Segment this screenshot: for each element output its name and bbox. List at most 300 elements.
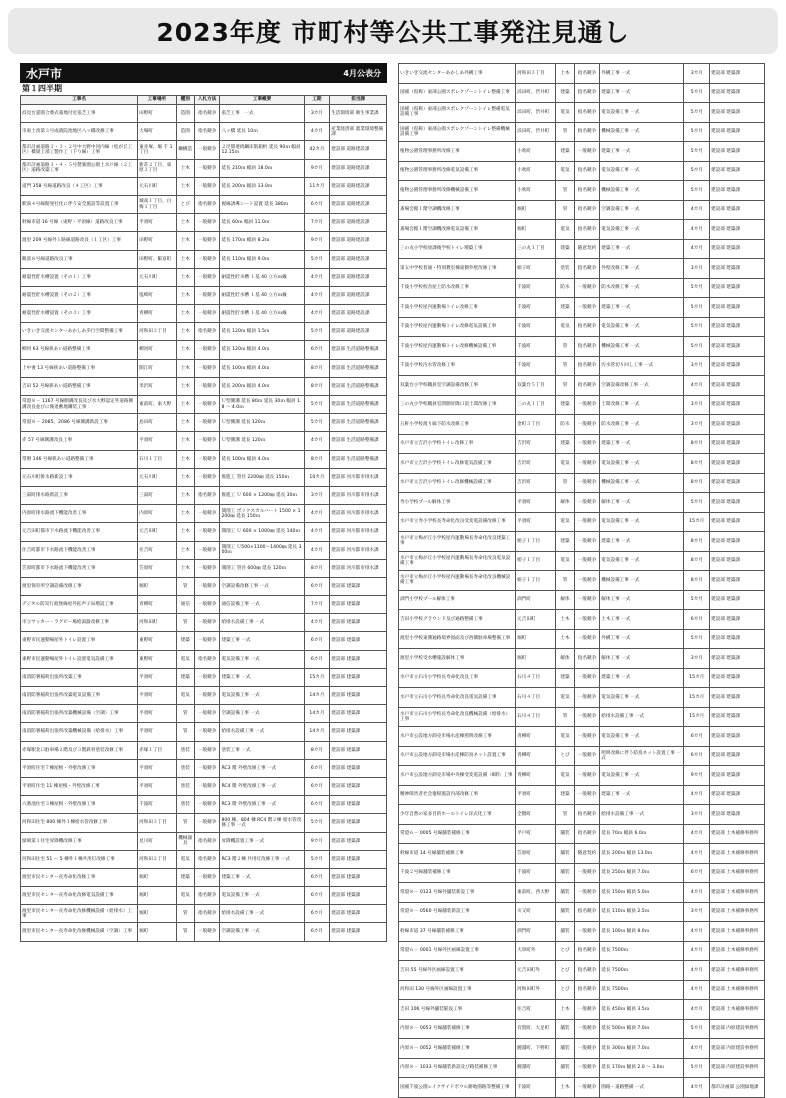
table-cell: 一般競争 bbox=[574, 610, 600, 630]
table-cell: 建築工事 一式 bbox=[600, 532, 684, 552]
table-cell: 一般競争 bbox=[194, 777, 220, 795]
table-row bbox=[21, 614, 387, 632]
table-cell: 視線誘導シート設置 延長 380ｍ bbox=[220, 195, 304, 213]
table-cell: 平須町 bbox=[138, 759, 176, 777]
table-cell: 建設部 建築課 bbox=[710, 239, 765, 259]
table-cell: 渡里保育所空調設備改修工事 bbox=[21, 577, 138, 595]
table-cell: 常澄６－ 0005 号線舗装補修工事 bbox=[399, 824, 516, 844]
table-cell: 田野町 bbox=[138, 232, 176, 250]
table-cell: 一般競争 bbox=[194, 505, 220, 523]
table-cell: 指名競争 bbox=[574, 259, 600, 279]
table-cell: 延長 450ｍ 幅員 3.5ｍ bbox=[600, 1000, 684, 1020]
table-cell: 建設部 建築課 bbox=[710, 376, 765, 396]
table-cell: 東前町、東大野 bbox=[138, 396, 176, 414]
table-cell: 指名競争 bbox=[574, 941, 600, 961]
table-cell: 4カ月 bbox=[684, 1078, 710, 1098]
table-cell: 千波２号線舗装補修工事 bbox=[399, 863, 516, 883]
table-cell: 堀町 bbox=[516, 629, 556, 649]
table-cell: 一般競争 bbox=[574, 1019, 600, 1039]
table-cell: 平須町 bbox=[138, 777, 176, 795]
table-row bbox=[21, 105, 387, 123]
table-cell: 4カ月 bbox=[684, 239, 710, 259]
table-cell: 建設部 建築課 bbox=[710, 610, 765, 630]
table-cell: 管 bbox=[556, 571, 574, 591]
table-cell: 延長 100ｍ 幅員 8.0ｍ bbox=[600, 922, 684, 942]
table-cell: 国補（仮称）東部公園スポレクゾーントイレ整備電気設備工事 bbox=[399, 103, 516, 123]
table-cell: 大場町 bbox=[138, 123, 176, 141]
table-cell: 建設部 道路建設課 bbox=[330, 305, 387, 323]
table-cell: 鋼構造 bbox=[176, 141, 194, 159]
table-cell: 指名競争 bbox=[194, 887, 220, 905]
table-cell: 建設部 建築課 bbox=[330, 705, 387, 723]
table-row bbox=[21, 414, 387, 432]
table-cell: 平須町住宅 11 棟屋根・外壁改修工事 bbox=[21, 777, 138, 795]
table-cell: 15カ月 bbox=[684, 512, 710, 532]
table-cell: 千波小学校屋内運動場トイレ改修工事 bbox=[399, 298, 516, 318]
table-cell: 青柳町 bbox=[516, 727, 556, 747]
table-cell: 赤塚１丁目 bbox=[138, 741, 176, 759]
table-cell: 4カ月 bbox=[304, 614, 330, 632]
table-cell: 建設部 建築課 bbox=[710, 473, 765, 493]
table-cell: 5カ月 bbox=[684, 181, 710, 201]
table-cell: 4カ月 bbox=[684, 941, 710, 961]
table-cell: 建設部 道路建設課 bbox=[330, 195, 387, 213]
table-cell: 建設部 土木補修事務所 bbox=[710, 824, 765, 844]
table-cell: 吉田 55 号線外区画線設置工事 bbox=[399, 961, 516, 981]
table-cell: 一般競争 bbox=[194, 705, 220, 723]
table-cell: 電気 bbox=[556, 551, 574, 571]
table-cell: 建設部 建築課 bbox=[710, 415, 765, 435]
table-cell: 汚水管切り回し工事 一式 bbox=[600, 356, 684, 376]
table-row bbox=[21, 486, 387, 504]
table-cell: 建設部 建築課 bbox=[330, 632, 387, 650]
table-row bbox=[399, 142, 765, 162]
table-cell: 延長 200ｍ 幅員 13.0ｍ bbox=[600, 844, 684, 864]
table-row bbox=[21, 141, 387, 159]
table-cell: 昇降機設置工事 一式 bbox=[220, 832, 304, 850]
table-cell: 外構工事 一式 bbox=[600, 629, 684, 649]
table-cell: 延長 70ｍ 幅員 6.0ｍ bbox=[600, 824, 684, 844]
table-cell: 全隈町 bbox=[516, 805, 556, 825]
table-cell: 土木 bbox=[176, 450, 194, 468]
table-cell: 6カ月 bbox=[684, 863, 710, 883]
table-cell: 小吹町 bbox=[516, 161, 556, 181]
table-cell: 建設部 建築課 bbox=[710, 220, 765, 240]
col-header: 工期 bbox=[304, 96, 330, 105]
table-row bbox=[399, 317, 765, 337]
table-cell: 吉田小学校グラウンド及び通路整備工事 bbox=[399, 610, 516, 630]
table-row bbox=[21, 523, 387, 541]
table-row bbox=[21, 632, 387, 650]
table-cell: 建築工事 一式 bbox=[220, 668, 304, 686]
table-cell: 内原８－ 1033 号線舗装新設及び路装補修工事 bbox=[399, 1058, 516, 1078]
table-cell: 建設部 建築課 bbox=[710, 805, 765, 825]
table-cell: 解体工事 一式 bbox=[600, 649, 684, 669]
table-cell: 金町３丁目 bbox=[516, 415, 556, 435]
table-cell: 指名競争 bbox=[574, 824, 600, 844]
table-row bbox=[21, 850, 387, 868]
table-cell: とび bbox=[176, 195, 194, 213]
table-cell: 防水改修工事 一式 bbox=[600, 278, 684, 298]
table-cell: 延長 120ｍ 幅員 1.5ｍ bbox=[220, 323, 304, 341]
table-cell: いきいき交流センターあかしあ外構工事 bbox=[399, 64, 516, 84]
table-cell: 建設部 建築課 bbox=[330, 577, 387, 595]
table-cell: 耐震性貯水槽設置（その３）工事 bbox=[21, 305, 138, 323]
table-cell: 管 bbox=[556, 356, 574, 376]
table-row bbox=[399, 376, 765, 396]
table-cell: 機械設備工事 一式 bbox=[600, 122, 684, 142]
table-cell: 千波小学校汚水管改修工事 bbox=[399, 356, 516, 376]
table-cell: 一般競争 bbox=[194, 141, 220, 159]
table-cell: 4カ月 bbox=[684, 785, 710, 805]
table-cell: 6カ月 bbox=[304, 632, 330, 650]
table-cell: 延長 150ｍ 幅員 5.0ｍ bbox=[600, 883, 684, 903]
table-cell: 一般競争 bbox=[194, 614, 220, 632]
table-cell: 建設部 建築課 bbox=[710, 161, 765, 181]
table-cell: 張芝工事 一式 bbox=[220, 105, 304, 123]
table-cell: 11カ月 bbox=[304, 177, 330, 195]
table-cell: 生活環境部 衛生事業課 bbox=[330, 105, 387, 123]
table-cell: 一般競争 bbox=[194, 414, 220, 432]
table-cell: 浜田町、渋井町 bbox=[516, 103, 556, 123]
table-cell: 大串町外 bbox=[516, 941, 556, 961]
table-row bbox=[21, 286, 387, 304]
table-cell: 建設部 建築課 bbox=[710, 298, 765, 318]
table-cell: 内原８－ 0052 号線舗装補修工事 bbox=[399, 1039, 516, 1059]
table-cell: 川又町 bbox=[516, 902, 556, 922]
table-row bbox=[399, 220, 765, 240]
table-cell: 一般競争 bbox=[194, 796, 220, 814]
table-cell: 延長 200ｍ 幅員 4.0ｍ bbox=[220, 377, 304, 395]
table-row bbox=[21, 123, 387, 141]
col-header: 種別 bbox=[176, 96, 194, 105]
table-cell: 4カ月 bbox=[304, 432, 330, 450]
table-row bbox=[399, 356, 765, 376]
table-cell: 建設部 道路建設課 bbox=[330, 268, 387, 286]
table-cell: 千波町 bbox=[516, 1078, 556, 1098]
table-cell: 8カ月 bbox=[684, 473, 710, 493]
table-cell: 管 bbox=[556, 200, 574, 220]
table-cell: 平須町 bbox=[138, 214, 176, 232]
table-cell: 800 棟、804 棟 RC4 階２棟 給水管改修工事 一式 bbox=[220, 814, 304, 832]
table-cell: 5カ月 bbox=[684, 590, 710, 610]
table-cell: 空調設備改修工事 一式 bbox=[220, 577, 304, 595]
table-cell: 塗装 bbox=[556, 259, 574, 279]
table-row bbox=[399, 1039, 765, 1059]
table-cell: 6カ月 bbox=[304, 923, 330, 941]
table-cell: 3カ月 bbox=[684, 64, 710, 84]
table-cell: 電気設備工事 一式 bbox=[600, 220, 684, 240]
table-cell: 5カ月 bbox=[684, 278, 710, 298]
table-cell: 建設部 建築課 bbox=[710, 551, 765, 571]
table-cell: 城南１丁目、白梅１丁目 bbox=[138, 195, 176, 213]
table-cell: 建設部 建築課 bbox=[710, 707, 765, 727]
left-column bbox=[20, 63, 387, 1018]
table-row bbox=[21, 777, 387, 795]
table-cell: 平須町 bbox=[516, 512, 556, 532]
table-cell: 堀町 bbox=[138, 868, 176, 886]
table-cell: 建設部 建築課 bbox=[710, 181, 765, 201]
table-cell: 一般競争 bbox=[574, 1078, 600, 1098]
table-cell: 管 bbox=[176, 614, 194, 632]
table-cell: 一般競争 bbox=[194, 632, 220, 650]
table-cell: 建築工事 一式 bbox=[220, 868, 304, 886]
table-cell: 元石川町 bbox=[138, 268, 176, 286]
table-cell: 舗装 bbox=[556, 844, 574, 864]
table-cell: 5カ月 bbox=[684, 317, 710, 337]
table-cell: 建築 bbox=[176, 632, 194, 650]
table-row bbox=[21, 723, 387, 741]
table-cell: 水戸市立梅が丘小学校屋内運動場長寿命化改良電気設備工事 bbox=[399, 551, 516, 571]
table-cell: 給排水設備工事 一式 bbox=[220, 723, 304, 741]
table-cell: 第五中学校普通・特別教室棟東側外壁改修工事 bbox=[399, 259, 516, 279]
table-cell: 河和田住宅 51 － 5 棟外１棟共用灯改修工事 bbox=[21, 850, 138, 868]
table-cell: 5カ月 bbox=[684, 298, 710, 318]
table-cell: 一般競争 bbox=[194, 177, 220, 195]
table-cell: 舗装 bbox=[556, 824, 574, 844]
table-cell: 酒門町 bbox=[516, 590, 556, 610]
table-cell: 5カ月 bbox=[684, 629, 710, 649]
table-cell: 建設部 土木補修事務所 bbox=[710, 883, 765, 903]
table-cell: 42カ月 bbox=[304, 141, 330, 159]
table-cell: 建築 bbox=[556, 395, 574, 415]
table-cell: 外壁改修工事 一式 bbox=[600, 259, 684, 279]
table-cell: 耐震性貯水槽 １基 40 立方ｍ級 bbox=[220, 305, 304, 323]
table-row bbox=[21, 232, 387, 250]
table-cell: 水戸市公設地方卸売市場水産棟防鳥ネット設置工事 bbox=[399, 746, 516, 766]
table-row bbox=[399, 532, 765, 552]
table-row bbox=[21, 705, 387, 723]
table-cell: 元吉田町 bbox=[138, 523, 176, 541]
table-cell: 一般競争 bbox=[194, 687, 220, 705]
table-cell: 3カ月 bbox=[684, 415, 710, 435]
table-cell: 耐震性貯水槽 １基 40 立方ｍ級 bbox=[220, 286, 304, 304]
table-cell: 開削工 Ｕ500×1100～1400㎜ 延長 300ｍ bbox=[220, 541, 304, 559]
table-cell: 一般競争 bbox=[574, 883, 600, 903]
table-cell: 千波町 bbox=[516, 317, 556, 337]
table-cell: 笠原町 bbox=[138, 559, 176, 577]
table-cell: 建設部 道路建設課 bbox=[330, 250, 387, 268]
table-cell: 延長 170ｍ 幅員 2.0 ～ 3.0ｍ bbox=[600, 1058, 684, 1078]
table-cell: 建設部 建築課 bbox=[710, 278, 765, 298]
table-cell: 平須町住宅７棟屋根・外壁改修工事 bbox=[21, 759, 138, 777]
table-cell: 指名競争 bbox=[574, 122, 600, 142]
table-cell: 電気 bbox=[176, 850, 194, 868]
table-cell: 6カ月 bbox=[304, 868, 330, 886]
table-cell: 4カ月 bbox=[684, 883, 710, 903]
table-cell: 土木 bbox=[176, 159, 194, 177]
table-row bbox=[21, 668, 387, 686]
table-cell: 吉沢町 bbox=[516, 454, 556, 474]
table-cell: とび bbox=[556, 980, 574, 1000]
table-cell: 建設部 建築課 bbox=[710, 532, 765, 552]
table-cell: 一般競争 bbox=[194, 268, 220, 286]
table-cell: 一般競争 bbox=[194, 923, 220, 941]
table-cell: 赤 57 号線側溝改良工事 bbox=[21, 432, 138, 450]
table-cell: 建設部 建築課 bbox=[710, 259, 765, 279]
table-cell: 河和田 130 号線外区画線設置工事 bbox=[399, 980, 516, 1000]
table-cell: 14カ月 bbox=[304, 723, 330, 741]
table-row bbox=[21, 505, 387, 523]
table-cell: 元吉田町都市下水路流下機能改善工事 bbox=[21, 523, 138, 541]
table-cell: 電気 bbox=[556, 727, 574, 747]
table-cell: 千波小学校屋内運動場トイレ改修機械設備工事 bbox=[399, 337, 516, 357]
table-cell: 柳河町 bbox=[138, 341, 176, 359]
table-cell: 4カ月 bbox=[684, 220, 710, 240]
table-row bbox=[399, 727, 765, 747]
table-cell: 土木 bbox=[176, 177, 194, 195]
table-cell: 建設部 建築課 bbox=[330, 832, 387, 850]
table-cell: 千波町 bbox=[516, 278, 556, 298]
table-row bbox=[21, 887, 387, 905]
table-row bbox=[21, 341, 387, 359]
table-cell: 建築 bbox=[556, 298, 574, 318]
table-cell: 双葉台小学校職員室空調設備改修工事 bbox=[399, 376, 516, 396]
table-cell: 一般競争 bbox=[574, 922, 600, 942]
table-row bbox=[21, 541, 387, 559]
table-cell: 電気 bbox=[556, 161, 574, 181]
table-cell: 4カ月 bbox=[684, 824, 710, 844]
table-cell: 推進工 Ｕ 600 × 1200㎜ 延長 30ｍ bbox=[220, 486, 304, 504]
table-cell: 空調設備工事 一式 bbox=[220, 923, 304, 941]
table-cell: 住吉町都市下水路流下機能改善工事 bbox=[21, 541, 138, 559]
table-cell: 水戸市立寿小学校長寿命化改良受変電設備改修工事 bbox=[399, 512, 516, 532]
table-cell: 給排水設備工事 一式 bbox=[220, 614, 304, 632]
table-cell: 8カ月 bbox=[304, 741, 330, 759]
table-cell: 一般競争 bbox=[194, 559, 220, 577]
table-cell: 東前町、西大野 bbox=[516, 883, 556, 903]
table-cell: 駅南４号線開発社化に伴う安全施設等設置工事 bbox=[21, 195, 138, 213]
table-row bbox=[399, 512, 765, 532]
table-cell: 指名競争 bbox=[574, 902, 600, 922]
table-cell: 建設部 建築課 bbox=[710, 571, 765, 591]
table-cell: 照明改修に伴う防鳥ネット設置工事 一式 bbox=[600, 746, 684, 766]
table-cell: 水戸市立梅が丘小学校屋内運動場長寿命化改良機械設備工事 bbox=[399, 571, 516, 591]
table-row bbox=[21, 396, 387, 414]
table-cell: 一般競争 bbox=[574, 1058, 600, 1078]
table-cell: 土木 bbox=[176, 305, 194, 323]
table-row bbox=[21, 650, 387, 668]
table-cell: 建設部 道路建設課 bbox=[330, 141, 387, 159]
table-cell: 一般競争 bbox=[574, 473, 600, 493]
table-row bbox=[399, 766, 765, 786]
table-row bbox=[399, 629, 765, 649]
table-cell: 水戸市立石川小学校長寿命化改良機械設備（給排水）工事 bbox=[399, 707, 516, 727]
table-cell: 建設部 建築課 bbox=[330, 850, 387, 868]
table-cell: 三の丸１丁目 bbox=[516, 239, 556, 259]
table-cell: 8カ月 bbox=[304, 377, 330, 395]
table-cell: 堀町 bbox=[516, 649, 556, 669]
table-cell: 塗装 bbox=[176, 777, 194, 795]
table-cell: 建築 bbox=[556, 668, 574, 688]
table-cell: 延長 120ｍ 幅員 4.0ｍ bbox=[220, 341, 304, 359]
table-cell: 電気 bbox=[176, 887, 194, 905]
table-cell: 4カ月 bbox=[304, 123, 330, 141]
table-cell: 建設部 建築課 bbox=[710, 727, 765, 747]
table-cell: 常磐 146 号線狭あい道路整備工事 bbox=[21, 450, 138, 468]
table-cell: 水戸市立吉沢小学校トイレ改修電気設備工事 bbox=[399, 454, 516, 474]
table-row bbox=[399, 1078, 765, 1098]
table-cell: RC3 階 外壁改修工事 一式 bbox=[220, 796, 304, 814]
table-cell: 8カ月 bbox=[684, 434, 710, 454]
table-cell: 電気設備工事 一式 bbox=[600, 688, 684, 708]
table-cell: 解体 bbox=[556, 590, 574, 610]
table-cell: 一般競争 bbox=[194, 377, 220, 395]
table-cell: 住吉町 bbox=[516, 1000, 556, 1020]
table-cell: 建設部 建築課 bbox=[710, 785, 765, 805]
table-cell: 平須町 bbox=[516, 785, 556, 805]
table-cell: 建築 bbox=[556, 532, 574, 552]
table-cell: 吉沢町 bbox=[516, 434, 556, 454]
table-cell: 渡里市民センター長寿命化改修機械設備（給排水）工事 bbox=[21, 905, 138, 923]
table-cell: 三の丸小学校職員室間側昇降口前土間改修工事 bbox=[399, 395, 516, 415]
table-cell: 田野町 bbox=[138, 105, 176, 123]
table-cell: 建設部 河川都市排水課 bbox=[330, 541, 387, 559]
table-cell: 延長 300ｍ 幅員 7.0ｍ bbox=[600, 1039, 684, 1059]
table-cell: 姫子町 bbox=[516, 259, 556, 279]
table-cell: 建設部 生活道路整備課 bbox=[330, 450, 387, 468]
table-cell: 7カ月 bbox=[304, 214, 330, 232]
table-cell: 一般競争 bbox=[574, 707, 600, 727]
table-cell: 土木工事 一式 bbox=[600, 610, 684, 630]
table-cell: 建設部 建築課 bbox=[710, 356, 765, 376]
table-cell: 9カ月 bbox=[304, 832, 330, 850]
table-row bbox=[399, 805, 765, 825]
table-cell: 東野市民運動場屋外トイレ設置電気設備工事 bbox=[21, 650, 138, 668]
table-row bbox=[21, 559, 387, 577]
table-cell: 耐震性貯水槽設置（その２）工事 bbox=[21, 286, 138, 304]
table-cell: 随意契約 bbox=[574, 844, 600, 864]
table-cell: 塗装 bbox=[176, 741, 194, 759]
table-row bbox=[399, 181, 765, 201]
table-cell: 水戸市立石川小学校長寿命化改良工事 bbox=[399, 668, 516, 688]
table-cell: 建設部 生活道路整備課 bbox=[330, 414, 387, 432]
table-cell: 植物公園管理事務所改修工事 bbox=[399, 142, 516, 162]
table-cell: 建設部 河川都市排水課 bbox=[330, 486, 387, 504]
table-cell: 電気 bbox=[556, 688, 574, 708]
table-cell: 土木 bbox=[176, 505, 194, 523]
table-cell: いきいき交流センターあかしあ歩行空間整備工事 bbox=[21, 323, 138, 341]
table-cell: 管 bbox=[556, 376, 574, 396]
table-cell: 建設部 生活道路整備課 bbox=[330, 359, 387, 377]
table-cell: 5カ月 bbox=[684, 83, 710, 103]
table-cell: 耐震性貯水槽 １基 40 立方ｍ級 bbox=[220, 268, 304, 286]
table-cell: 延長 500ｍ 幅員 7.0ｍ bbox=[600, 1019, 684, 1039]
table-cell: 指名競争 bbox=[194, 123, 220, 141]
table-cell: 建設部 建築課 bbox=[330, 668, 387, 686]
table-cell: 青柳町 bbox=[516, 766, 556, 786]
table-cell: 一般競争 bbox=[194, 468, 220, 486]
table-row bbox=[399, 844, 765, 864]
table-cell: 5カ月 bbox=[684, 1019, 710, 1039]
table-cell: 一般競争 bbox=[194, 305, 220, 323]
table-cell: 飯富８号線道路改良工事 bbox=[21, 250, 138, 268]
table-cell: 一般競争 bbox=[194, 868, 220, 886]
table-header-row bbox=[21, 96, 387, 105]
table-row bbox=[399, 688, 765, 708]
table-cell: 青柳町 bbox=[516, 746, 556, 766]
table-cell: 水戸市立吉沢小学校トイレ改修工事 bbox=[399, 434, 516, 454]
table-cell: 建築工事 一式 bbox=[600, 785, 684, 805]
table-cell: 内原町 bbox=[138, 505, 176, 523]
table-cell: 緑岡第１住宅昇降機改修工事 bbox=[21, 832, 138, 850]
table-cell: 3カ月 bbox=[304, 486, 330, 504]
table-cell: 一般競争 bbox=[194, 232, 220, 250]
table-cell: 河和田３丁目 bbox=[138, 814, 176, 832]
table-cell: 建設部 土木補修事務所 bbox=[710, 902, 765, 922]
table-cell: 建築工事 一式 bbox=[600, 434, 684, 454]
table-cell: 千波町 bbox=[516, 863, 556, 883]
